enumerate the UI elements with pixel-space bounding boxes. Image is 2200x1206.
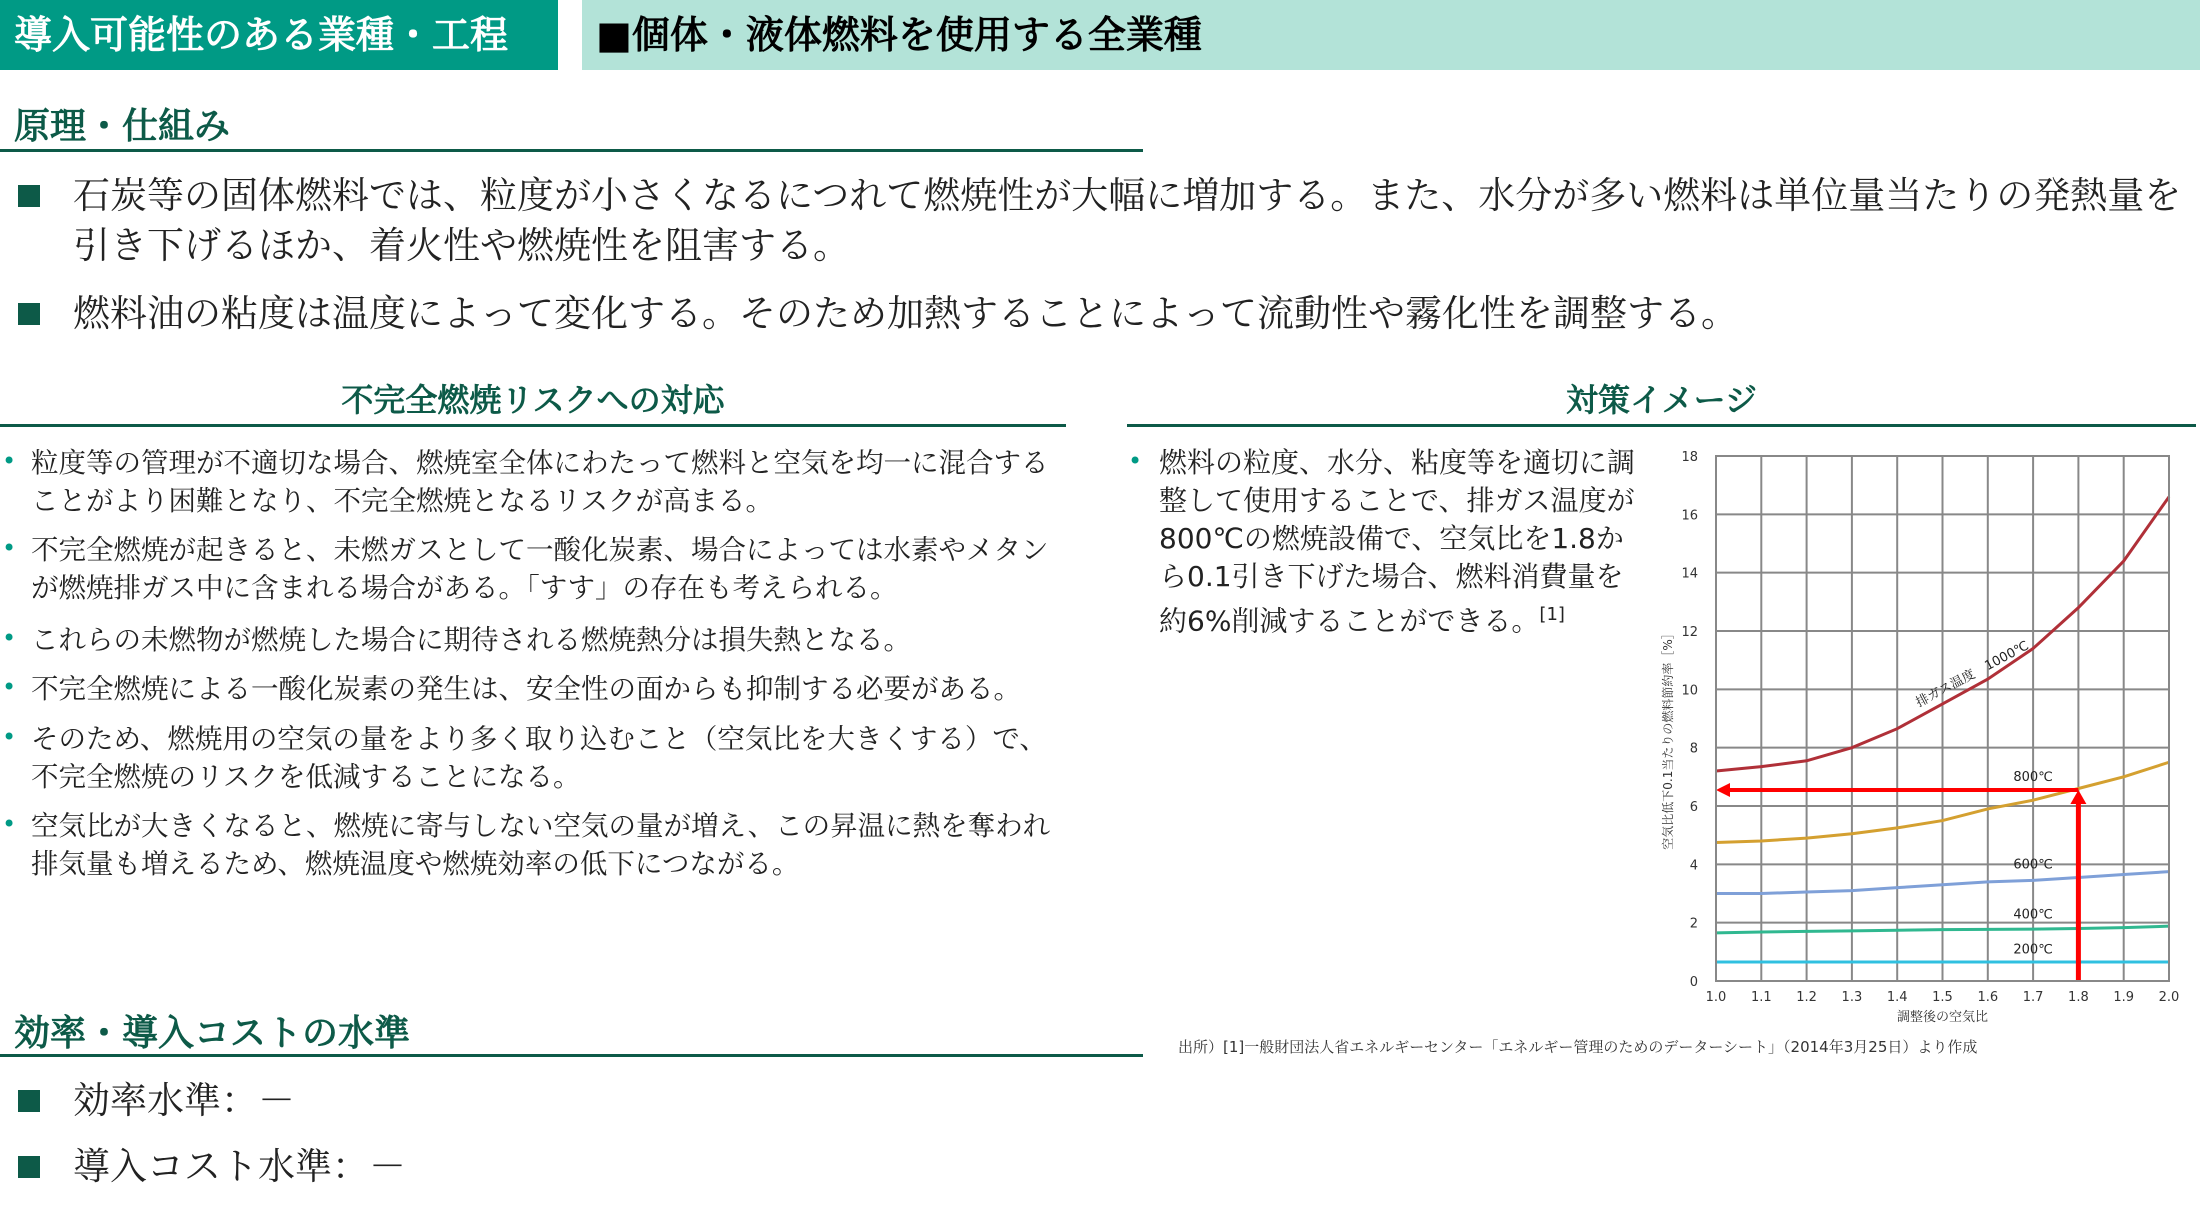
measure-body: 燃料の粒度、水分、粘度等を適切に調整して使用することで、排ガス温度が800℃の燃焼設備で、空気比を1.8から0.1引き下げた場合、燃料消費量を約6%削減することができる。 — [1159, 446, 1636, 638]
x-tick-label: 1.2 — [1796, 990, 1817, 1005]
y-tick-label: 12 — [1681, 625, 1698, 640]
efficiency-rule — [0, 1054, 1143, 1057]
fuel-saving-chart — [1640, 440, 2200, 1040]
x-tick-label: 1.8 — [2068, 990, 2089, 1005]
measure-rule — [1127, 424, 2196, 427]
principle-rule — [0, 149, 1143, 152]
series-label: 600℃ — [2013, 857, 2053, 873]
risk-bullet: これらの未燃物が燃焼した場合に期待される燃焼熱分は損失熱となる。 — [31, 624, 911, 656]
bullet-dot-icon: • — [2, 673, 17, 701]
y-tick-label: 0 — [1689, 975, 1698, 990]
y-axis-label: 空気比低下0.1当たりの燃料節約率［%］ — [1661, 627, 1675, 850]
bullet-dot-icon: • — [2, 534, 17, 562]
bullet-square-icon — [18, 1156, 40, 1178]
series-label: 排ガス温度 1000℃ — [1913, 638, 2032, 711]
x-tick-label: 1.7 — [2022, 990, 2044, 1005]
bullet-dot-icon: • — [2, 810, 17, 838]
series-label: 200℃ — [2013, 942, 2053, 958]
efficiency-title: 効率・導入コストの水準 — [14, 1013, 411, 1054]
bullet-square-icon — [18, 185, 40, 207]
y-tick-label: 14 — [1681, 566, 1698, 582]
y-tick-label: 6 — [1689, 800, 1698, 815]
category-value: ■個体・液体燃料を使用する全業種 — [582, 0, 2200, 70]
y-tick-label: 18 — [1681, 450, 1698, 465]
category-label: 導入可能性のある業種・工程 — [0, 0, 558, 70]
bullet-dot-icon: • — [2, 447, 17, 475]
x-tick-label: 2.0 — [2158, 990, 2180, 1005]
x-tick-label: 1.6 — [1977, 990, 1999, 1005]
bullet-dot-icon: • — [2, 624, 17, 652]
y-tick-label: 4 — [1689, 858, 1698, 874]
bullet-dot-icon: • — [1128, 447, 1143, 475]
measure-text — [1159, 444, 1639, 640]
risk-bullet: 不完全燃焼による一酸化炭素の発生は、安全性の面からも抑制する必要がある。 — [31, 673, 1021, 705]
x-tick-label: 1.3 — [1841, 990, 1863, 1005]
efficiency-level: 効率水準：－ — [73, 1079, 295, 1122]
principle-title: 原理・仕組み — [14, 106, 231, 147]
y-tick-label: 16 — [1681, 508, 1698, 524]
risk-title: 不完全燃焼リスクへの対応 — [341, 381, 725, 419]
x-axis-label: 調整後の空気比 — [1896, 1010, 1989, 1025]
principle-bullet: 石炭等の固体燃料では、粒度が小さくなるにつれて燃焼性が大幅に増加する。また、水分が多い燃料は単位量当たりの発熱量を引き下げるほか、着火性や燃焼性を阻害する。 — [73, 174, 2182, 267]
principle-bullet: 燃料油の粘度は温度によって変化する。そのため加熱することによって流動性や霧化性を調整する。 — [73, 292, 1738, 335]
measure-title: 対策イメージ — [1565, 381, 1758, 419]
bullet-dot-icon: • — [2, 723, 17, 751]
risk-bullet: そのため、燃焼用の空気の量をより多く取り込むこと（空気比を大きくする）で、不完全燃焼のリスクを低減することになる。 — [31, 723, 1047, 793]
bullet-square-icon — [18, 303, 40, 325]
arrow-up-icon — [2070, 790, 2086, 804]
source-note: 出所）[1]一般財団法人省エネルギーセンター「エネルギー管理のためのデーターシート」（2014年3月25日）より作成 — [1178, 1038, 1978, 1056]
risk-bullet: 空気比が大きくなると、燃焼に寄与しない空気の量が増え、この昇温に熱を奪われ排気量も増えるため、燃焼温度や燃焼効率の低下につながる。 — [31, 810, 1051, 880]
risk-bullet: 不完全燃焼が起きると、未燃ガスとして一酸化炭素、場合によっては水素やメタンが燃焼排ガス中に含まれる場合がある。「すす」の存在も考えられる。 — [31, 534, 1049, 604]
x-tick-label: 1.9 — [2113, 990, 2135, 1005]
cost-level: 導入コスト水準：－ — [73, 1145, 406, 1188]
reference-mark: [1] — [1539, 604, 1565, 625]
arrow-left-icon — [1716, 783, 1730, 797]
x-tick-label: 1.4 — [1886, 990, 1908, 1005]
x-tick-label: 1.1 — [1750, 990, 1772, 1005]
x-tick-label: 1.5 — [1932, 990, 1953, 1005]
series-label: 800℃ — [2013, 770, 2053, 786]
risk-bullet: 粒度等の管理が不適切な場合、燃焼室全体にわたって燃料と空気を均一に混合することがより困難となり、不完全燃焼となるリスクが高まる。 — [31, 447, 1049, 517]
series-label: 400℃ — [2013, 907, 2053, 923]
x-tick-label: 1.0 — [1705, 990, 1727, 1005]
bullet-square-icon — [18, 1090, 40, 1112]
y-tick-label: 8 — [1689, 741, 1698, 757]
y-tick-label: 2 — [1689, 916, 1698, 932]
risk-rule — [0, 424, 1066, 427]
y-tick-label: 10 — [1681, 683, 1698, 699]
